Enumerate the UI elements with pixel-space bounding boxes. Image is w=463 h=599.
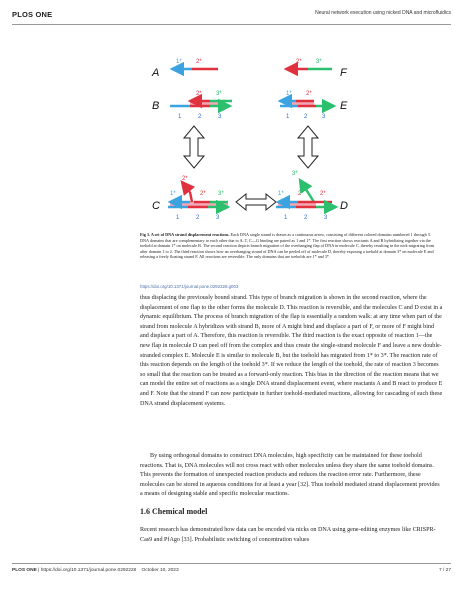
domain-label: 3* — [316, 59, 322, 65]
molecule-a — [151, 59, 218, 79]
domain-label: 2* — [320, 191, 326, 197]
reaction-arrow-b-c — [184, 126, 204, 168]
domain-label: 1* — [170, 191, 176, 197]
domain-label: 2* — [296, 59, 302, 65]
domain-label: 2* — [196, 91, 202, 97]
figure-3-diagram — [140, 52, 370, 227]
label-e: E — [340, 100, 348, 112]
domain-label: 3* — [216, 91, 222, 97]
domain-label: 1* — [278, 191, 284, 197]
running-title: Neural network execution using nicked DNA and microfluidics — [315, 10, 451, 16]
page-number: 7 / 27 — [438, 568, 451, 573]
flap-strand — [182, 182, 190, 192]
domain-label: 3 — [324, 215, 328, 221]
footer-divider — [12, 563, 451, 564]
domain-label: 2 — [304, 114, 308, 120]
caption-body: Each DNA single strand is drawn as a continuous arrow, consisting of different colored domains numbered 1 through 3. DNA domains that are complementary to each other due to A–T, C—G binding are paired as 1 and 1*. The first reaction shows reactants A and B hybridizing together via the toehold at domain 1* on molecule B. The second reaction depicts branch migration of the overhanging flap of DNA in molecule C, thereby resulting in the nick migrating from after domain 1 to 2. The third reaction shows how an overhanging strand of DNA can be peeled off of molecule D, thereby exposing a toehold at domain 3* on molecule E and releasing a freely floating strand F. All reactions are reversible. The only domains that are toeholds are 1* and 3*. — [140, 232, 435, 260]
paragraph-3: Recent research has demonstrated how data can be encoded via nicks on DNA using gene-editing enzymes like CRISPR-Cas9 and PfAgo [33]. Probabilistic switching of concentration values — [140, 527, 436, 543]
domain-label: 2* — [298, 191, 304, 197]
domain-label: 2 — [304, 215, 308, 221]
label-d: D — [340, 200, 348, 212]
journal-name: PLOS ONE — [12, 10, 53, 19]
molecule-c — [152, 176, 228, 221]
domain-label: 3 — [218, 114, 222, 120]
domain-label: 1 — [284, 215, 288, 221]
domain-label: 1 — [178, 114, 182, 120]
reaction-arrow-c-d — [236, 194, 276, 210]
label-b: B — [152, 100, 160, 112]
label-a: A — [152, 67, 160, 79]
domain-label: 3* — [292, 171, 298, 177]
domain-label: 2* — [306, 91, 312, 97]
domain-label: 2 — [196, 215, 200, 221]
figure-doi-link[interactable]: https://doi.org/10.1371/journal.pone.0292228.g003 — [140, 284, 239, 289]
domain-label: 2 — [198, 114, 202, 120]
paragraph-1: thus displacing the previously bound strand. This type of branch migration is shown in the second reaction, where the displacement of one flap to the other forms the molecule D. This reaction is reversible, and the molecules C and D exist in a dynamic equilibrium. The process of branch migration of the flap is essentially a random walk: at any time when part of the strand from molecule A hybridizes with strand B, more of A might bind and displace a part of F, or more of F might bind and displace a part of A. Therefore, this reaction is reversible. The third reaction is the exact opposite of reaction 1—the new flap in molecule D can peel off from the complex and thus create the single-strand molecule F and leave a new double-stranded complex E. Molecule E is similar to molecule B, but the toehold has migrated from 1* to 3*. The reaction rate of this reaction depends on the length of the toehold 3*. If we reduce the length of the toehold, the rate of reaction 3 becomes so small that the reaction can be treated as a forward-only reaction. This bias in the direction of the reaction means that we can model the entire set of reactions as a single DNA strand displacement event, where reactants A and B react to produce E and F. Note that the strand F can now participate in further toehold-mediated reactions, allowing for cascading of such these DNA strand displacement systems. — [140, 295, 443, 407]
footer-brand: PLOS ONE — [12, 568, 37, 573]
domain-label: 2* — [200, 191, 206, 197]
footer-date: October 10, 2023 — [141, 568, 179, 573]
domain-label: 1* — [176, 59, 182, 65]
footer-doi-link[interactable]: | https://doi.org/10.1371/journal.pone.0292228 — [38, 568, 137, 573]
molecule-e — [280, 91, 348, 120]
flap-strand — [190, 192, 192, 202]
domain-label: 1* — [286, 91, 292, 97]
domain-label: 1 — [286, 114, 290, 120]
header-divider — [12, 24, 451, 25]
footer-citation — [12, 568, 179, 573]
molecule-b — [152, 91, 232, 120]
domain-label: 3* — [218, 191, 224, 197]
domain-label: 3 — [216, 215, 220, 221]
label-f: F — [340, 67, 347, 79]
label-c: C — [152, 200, 160, 212]
molecule-d — [276, 171, 348, 221]
paragraph-2: By using orthogonal domains to construct DNA molecules, high specificity can be maintained for these toehold reactions. That is, DNA molecules will not cross react with other molecules unless they share the same toehold domains. This prevents the formation of unexpected reaction products and reduces the reaction error rate. Furthermore, these molecules can be stored in aqueous conditions for at least a year [32]. Thus toehold mediated strand displacement provides a means of designing stable and specific molecular reactions. — [140, 453, 440, 498]
figure-caption — [140, 232, 440, 260]
caption-title: Fig 3. A set of DNA strand displacement reactions. — [140, 232, 230, 237]
domain-label: 1 — [176, 215, 180, 221]
domain-label: 3 — [322, 114, 326, 120]
reaction-arrow-d-e — [298, 126, 318, 168]
section-heading: 1.6 Chemical model — [140, 507, 208, 516]
molecule-f — [286, 59, 348, 79]
domain-label: 2* — [182, 176, 188, 182]
domain-label: 2* — [196, 59, 202, 65]
